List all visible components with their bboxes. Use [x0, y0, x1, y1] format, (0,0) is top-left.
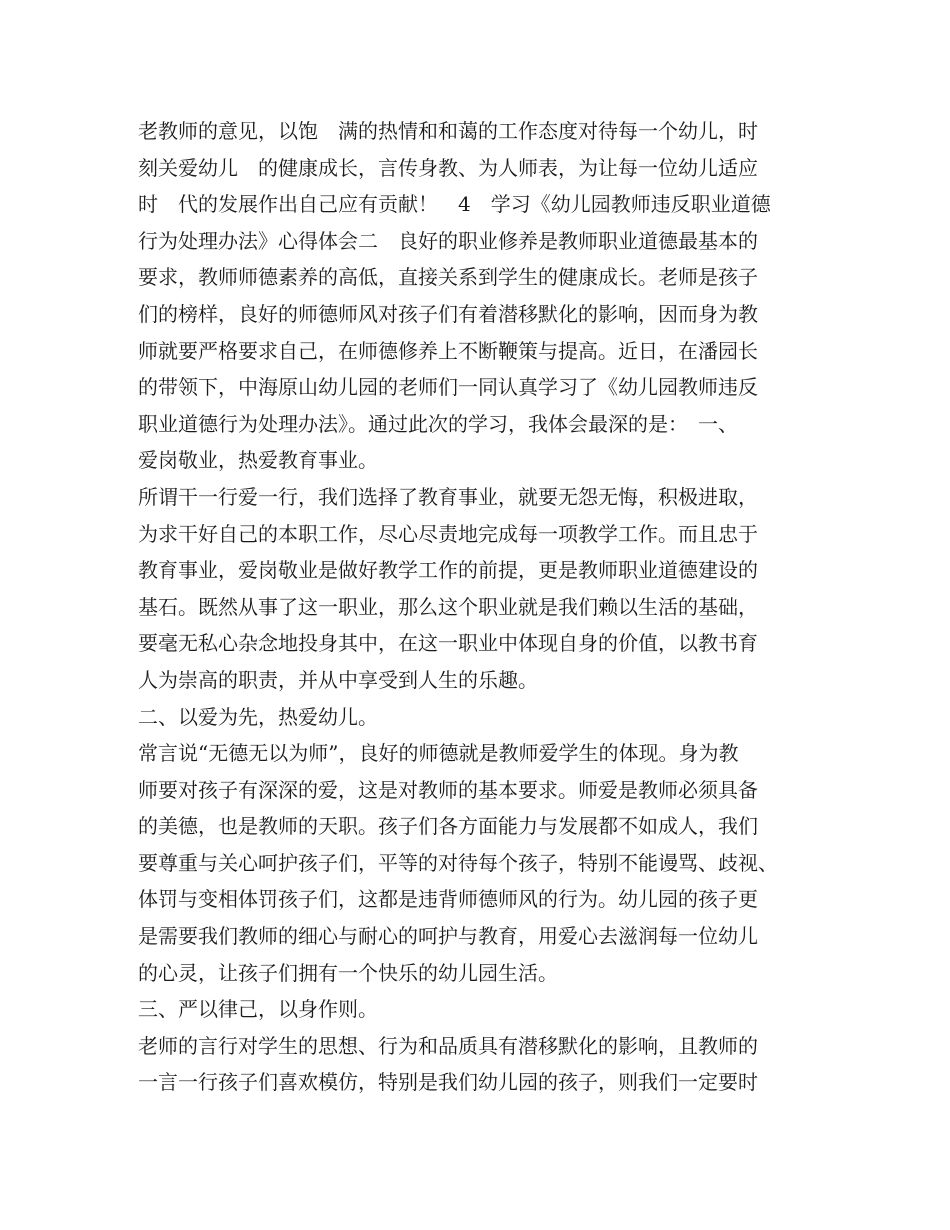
text-line: 的心灵，让孩子们拥有一个快乐的幼儿园生活。: [138, 960, 558, 985]
text-line: 要求，教师师德素养的高低，直接关系到学生的健康成长。老师是孩子: [138, 265, 758, 290]
text-line: 是需要我们教师的细心与耐心的呵护与教育，用爱心去滋润每一位幼儿: [138, 924, 758, 949]
text-line: 为求干好自己的本职工作，尽心尽责地完成每一项教学工作。而且忠于: [138, 521, 758, 546]
text-line: 二、以爱为先，热爱幼儿。: [138, 704, 378, 729]
text-line: 要尊重与关心呵护孩子们，平等的对待每个孩子，特别不能谩骂、歧视、: [138, 850, 778, 875]
document-body: [138, 113, 818, 1101]
text-line: 师就要严格要求自己，在师德修养上不断鞭策与提高。近日，在潘园长: [138, 338, 758, 363]
text-line: 三、严以律己，以身作则。: [138, 997, 378, 1022]
text-line: 人为崇高的职责，并从中享受到人生的乐趣。: [138, 667, 538, 692]
text-line: 基石。既然从事了这一职业，那么这个职业就是我们赖以生活的基础，: [138, 594, 758, 619]
text-line: 刻关爱幼儿 的健康成长，言传身教、为人师表，为让每一位幼儿适应: [138, 155, 758, 180]
text-line: 教育事业，爱岗敬业是做好教学工作的前提，更是教师职业道德建设的: [138, 558, 758, 583]
text-line: 时 代的发展作出自己应有贡献！ 4 学习《幼儿园教师违反职业道德: [138, 192, 771, 217]
text-line: 所谓干一行爱一行，我们选择了教育事业，就要无怨无悔，积极进取，: [138, 484, 758, 509]
text-line: 老教师的意见，以饱 满的热情和和蔼的工作态度对待每一个幼儿，时: [138, 119, 758, 143]
text-line: 爱岗敬业，热爱教育事业。: [138, 448, 378, 473]
text-line: 职业道德行为处理办法》。通过此次的学习，我体会最深的是： 一、: [138, 411, 738, 436]
text-line: 一言一行孩子们喜欢模仿，特别是我们幼儿园的孩子，则我们一定要时: [138, 1070, 758, 1095]
text-line: 要毫无私心杂念地投身其中，在这一职业中体现自身的价值，以教书育: [138, 631, 758, 656]
text-line: 的带领下，中海原山幼儿园的老师们一同认真学习了《幼儿园教师违反: [138, 375, 758, 400]
text-line: 老师的言行对学生的思想、行为和品质具有潜移默化的影响，且教师的: [138, 1033, 758, 1058]
text-line: 的美德，也是教师的天职。孩子们各方面能力与发展都不如成人，我们: [138, 814, 758, 839]
text-line: 们的榜样，良好的师德师风对孩子们有着潜移默化的影响，因而身为教: [138, 301, 758, 326]
text-line: 行为处理办法》心得体会二 良好的职业修养是教师职业道德最基本的: [138, 228, 758, 253]
text-line: 师要对孩子有深深的爱，这是对教师的基本要求。师爱是教师必须具备: [138, 777, 758, 802]
text-line: 体罚与变相体罚孩子们，这都是违背师德师风的行为。幼儿园的孩子更: [138, 887, 758, 912]
text-line: 常言说“无德无以为师”，良好的师德就是教师爱学生的体现。身为教: [138, 741, 739, 766]
